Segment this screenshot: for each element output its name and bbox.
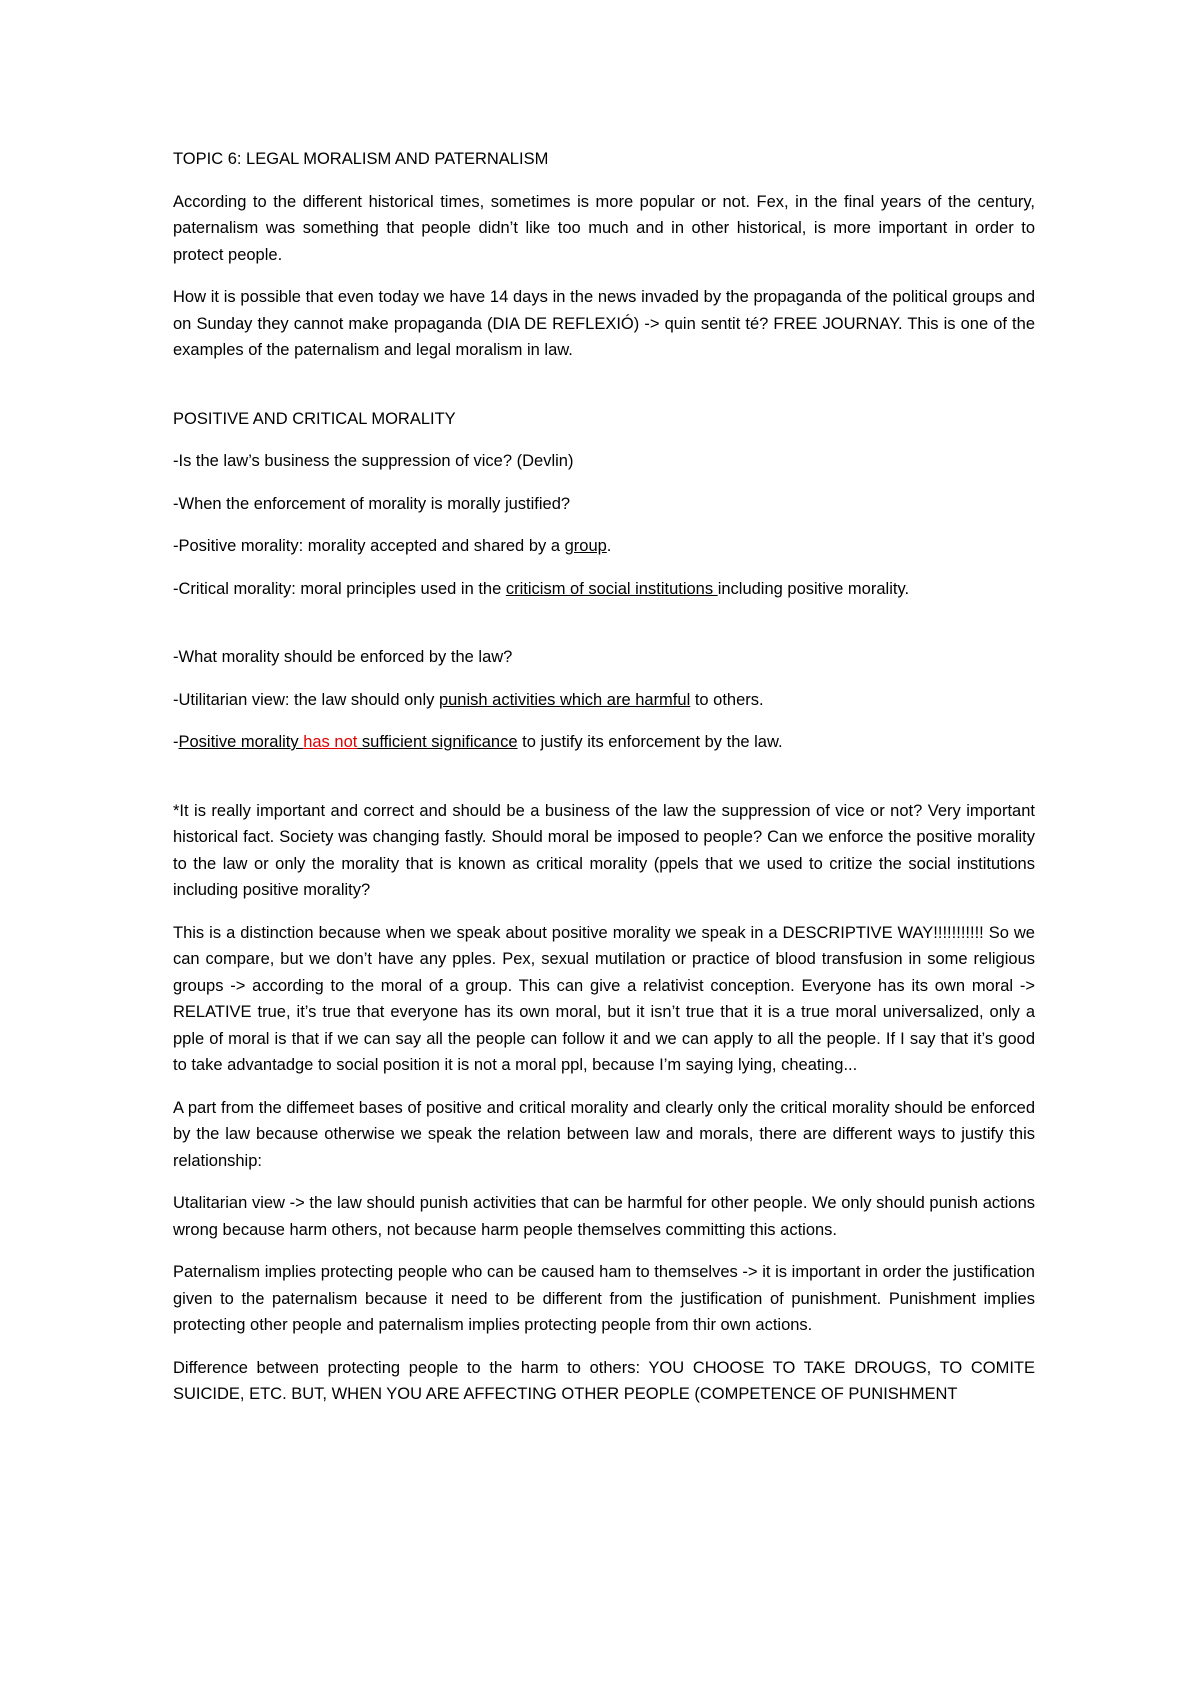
underlined-text: Positive morality	[178, 733, 304, 751]
text-run: to justify its enforcement by the law.	[517, 733, 783, 751]
paragraph-propaganda: How it is possible that even today we have 14 days in the news invaded by the propaganda of the political groups and on Sunday they cannot make propaganda (DIA DE REFLEXIÓ) -> quin sentit té? FREE JOURNAY. This is one of the examples of the paternalism and legal moralism in law.	[173, 288, 1035, 359]
underlined-text: criticism of social institutions	[505, 579, 718, 598]
section-heading: POSITIVE AND CRITICAL MORALITY	[173, 409, 456, 428]
bullet-positive-morality	[173, 533, 1035, 560]
underlined-text: punish activities which are harmful	[438, 690, 691, 709]
paragraph-difference: Difference between protecting people to the harm to others: YOU CHOOSE TO TAKE DROUGS, TO COMITE SUICIDE, ETC. BUT, WHEN YOU ARE AFFECTING OTHER PEOPLE (COMPETENCE OF PUNISHMENT	[173, 1358, 1035, 1403]
spacer	[173, 618, 1035, 644]
document-body	[173, 146, 1035, 1424]
paragraph-bases: A part from the diffemeet bases of positive and critical morality and clearly only the critical morality should be enforced by the law because otherwise we speak the relation between law and morals, there are different ways to justify this relationship:	[173, 1098, 1035, 1170]
bullet-what-morality: -What morality should be enforced by the law?	[173, 648, 513, 666]
text-run: -Positive morality: morality accepted and shared by a	[173, 537, 565, 555]
bullet-positive-morality-significance	[173, 729, 1035, 756]
text-run: .	[606, 537, 612, 555]
bullet-enforcement-question: -When the enforcement of morality is morally justified?	[173, 494, 571, 513]
text-run: to others.	[690, 690, 764, 709]
paragraph-distinction: This is a distinction because when we speak about positive morality we speak in a DESCRIPTIVE WAY!!!!!!!!!!! So we can compare, but we don’t have any pples. Pex, sexual mutilation or practice of blood transfusion in some religious groups -> according to the moral of a group. This can give a relativist conception. Everyone has its own moral -> RELATIVE true, it’s true that everyone has its own moral, but it isn’t true that it is a true moral universalized, only a pple of moral is that if we can say all the people can follow it and we can apply to all the people. If I say that it’s good to take advantadge to social position it is not a moral ppl, because I’m saying lying, cheating...	[173, 923, 1035, 1074]
spacer	[173, 772, 1035, 798]
document-title: TOPIC 6: LEGAL MORALISM AND PATERNALISM	[173, 150, 549, 168]
spacer	[173, 380, 1035, 406]
underlined-text: sufficient significance	[357, 733, 518, 751]
text-run: -Utilitarian view: the law should only	[173, 690, 439, 709]
bullet-utilitarian-view	[173, 687, 1035, 714]
text-run: -Critical morality: moral principles used in the	[173, 579, 506, 598]
bullet-devlin-question: -Is the law’s business the suppression of vice? (Devlin)	[173, 452, 574, 470]
text-run: -	[173, 733, 179, 751]
text-run: including positive morality.	[717, 579, 910, 598]
highlighted-text: has not	[303, 733, 358, 751]
paragraph-paternalism: Paternalism implies protecting people who can be caused ham to themselves -> it is important in order the justification given to the paternalism because it need to be different from the justification of punishment. Punishment implies protecting other people and paternalism implies protecting people from thir own actions.	[173, 1263, 1035, 1334]
underlined-text: group	[564, 537, 607, 555]
paragraph-suppression-of-vice: *It is really important and correct and should be a business of the law the suppression of vice or not? Very important historical fact. Society was changing fastly. Should moral be imposed to people? Can we enforce the positive morality to the law or only the morality that is known as critical morality (ppels that we used to critize the social institutions including positive morality?	[173, 801, 1035, 899]
paragraph-intro: According to the different historical times, sometimes is more popular or not. Fex, in the final years of the century, paternalism was something that people didn’t like too much and in other historical, is more important in order to protect people.	[173, 192, 1035, 264]
bullet-critical-morality	[173, 576, 1035, 603]
paragraph-utalitarian: Utalitarian view -> the law should punish activities that can be harmful for other people. We only should punish actions wrong because harm others, not because harm people themselves committing this actions.	[173, 1194, 1035, 1239]
